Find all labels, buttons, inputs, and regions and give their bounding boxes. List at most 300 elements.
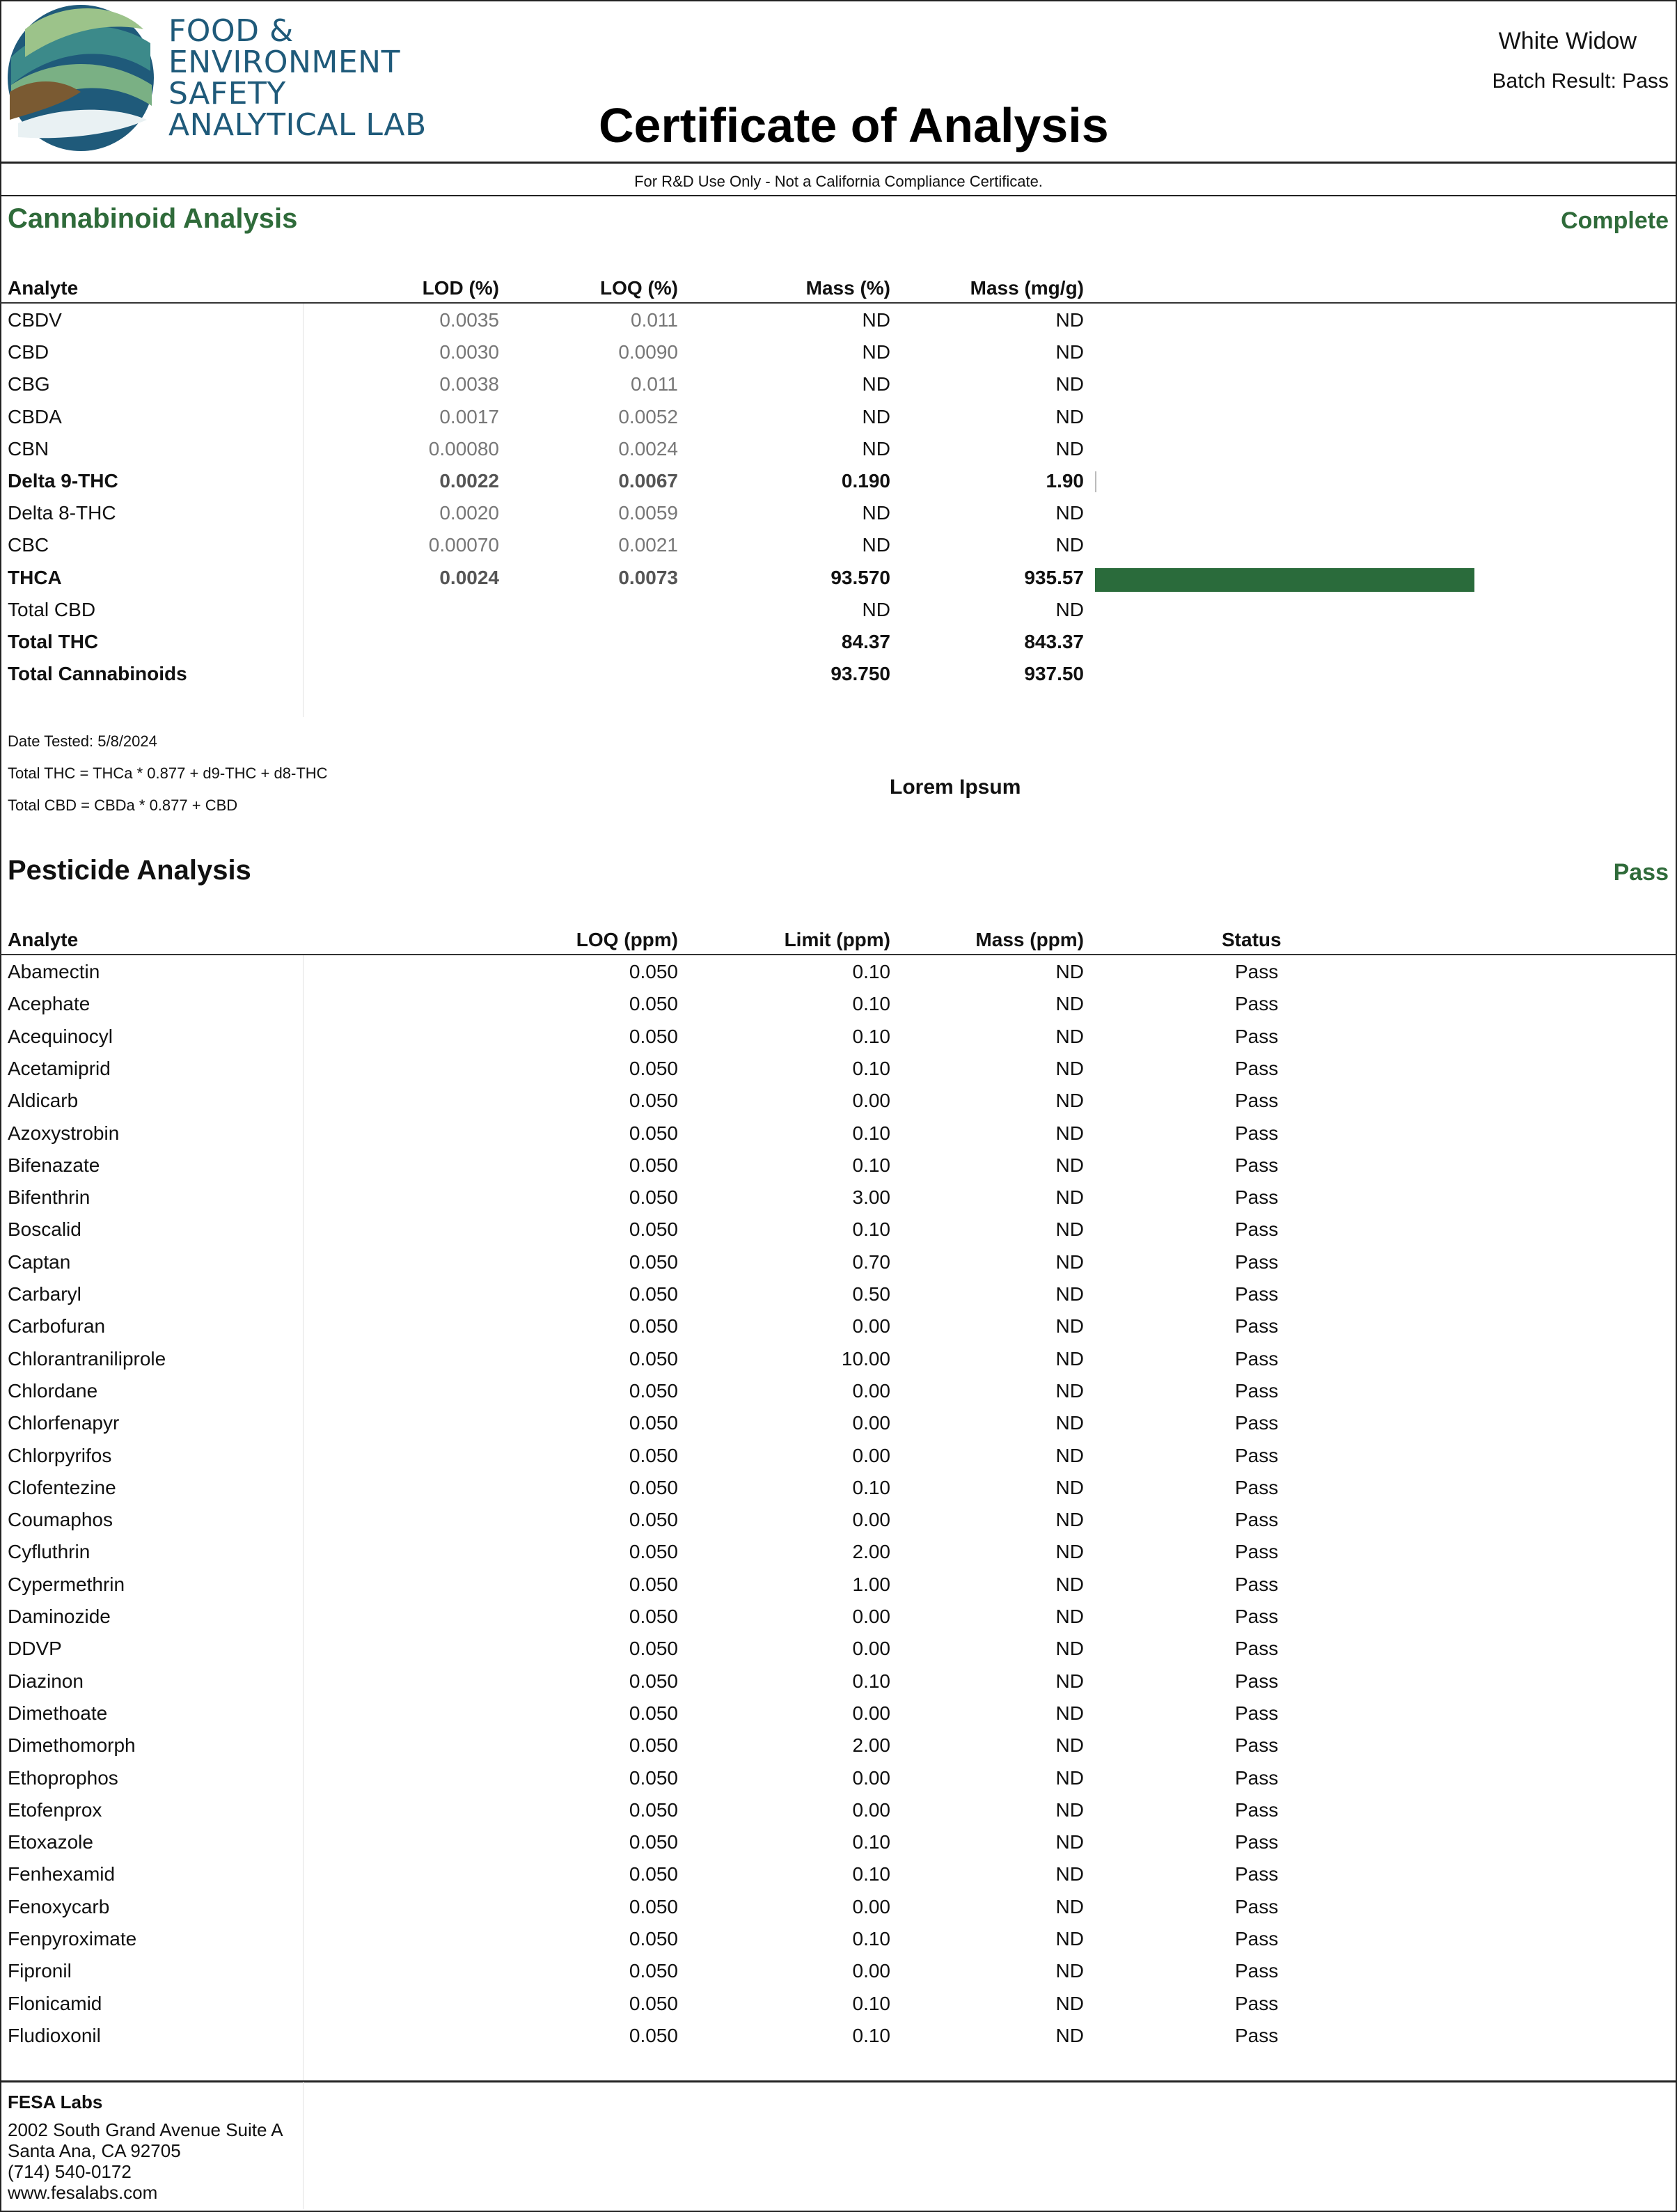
mass-cell: ND [1055, 1090, 1084, 1112]
mass-cell: ND [1055, 1509, 1084, 1531]
mass-cell: ND [1055, 1928, 1084, 1950]
analyte-cell: Carbaryl [8, 1283, 81, 1305]
analyte-cell: Carbofuran [8, 1315, 106, 1338]
status-cell: Pass [1235, 1250, 1279, 1273]
mass-cell: ND [1055, 1186, 1084, 1209]
potency-bar [1095, 568, 1474, 592]
cannabinoid-row [0, 336, 1677, 368]
analyte-cell: Azoxystrobin [8, 1122, 120, 1144]
limit-cell: 0.10 [852, 993, 890, 1015]
cannabinoid-row [0, 496, 1677, 528]
analyte-cell: CBN [8, 437, 49, 460]
pesticide-row [0, 1922, 1677, 1954]
pesticide-row [0, 1503, 1677, 1535]
analyte-cell: Daminozide [8, 1606, 111, 1627]
loq-cell: 0.011 [631, 309, 678, 331]
mass-pct-cell: ND [862, 405, 890, 428]
lab-logo-wordmark [168, 15, 427, 141]
loq-cell: 0.050 [629, 1444, 678, 1466]
mass-pct-cell: ND [862, 373, 890, 395]
footer-column-divider [303, 2082, 304, 2209]
mass-pct-cell: ND [862, 534, 890, 556]
logo-line: SAFETY [168, 76, 286, 111]
limit-cell: 0.00 [852, 1412, 890, 1434]
mass-cell: ND [1055, 961, 1084, 982]
lod-cell: 0.0022 [439, 470, 499, 492]
loq-cell: 0.050 [629, 1025, 678, 1047]
limit-cell: 0.00 [852, 1379, 890, 1402]
analyte-cell: Fludioxonil [8, 2024, 101, 2046]
pesticide-row [0, 1535, 1677, 1567]
loq-cell: 0.050 [629, 1250, 678, 1273]
loq-cell: 0.050 [629, 1476, 678, 1498]
status-cell: Pass [1235, 1798, 1279, 1821]
analyte-cell: Dimethoate [8, 1702, 108, 1724]
analyte-cell: CBD [8, 341, 49, 363]
pesticide-row [0, 1600, 1677, 1632]
loq-cell: 0.050 [629, 1670, 678, 1692]
loq-cell: 0.050 [629, 1090, 678, 1112]
disclaimer: For R&D Use Only - Not a California Compliance Certificate. [634, 173, 1043, 190]
cannabinoid-row [0, 657, 1677, 689]
status-cell: Pass [1235, 1928, 1279, 1950]
limit-cell: 2.00 [852, 1541, 890, 1563]
loq-cell: 0.050 [629, 1509, 678, 1531]
pesticide-row [0, 1374, 1677, 1406]
loq-cell: 0.0052 [618, 405, 678, 428]
mass-cell: ND [1055, 1702, 1084, 1724]
analyte-cell: DDVP [8, 1638, 62, 1660]
lod-cell: 0.0020 [439, 502, 499, 524]
col-mass-pct-header: Mass (%) [805, 277, 890, 299]
analyte-cell: Total CBD [8, 598, 96, 620]
limit-cell: 0.10 [852, 1928, 890, 1950]
analyte-cell: Flonicamid [8, 1992, 102, 2014]
mass-cell: ND [1055, 1734, 1084, 1757]
loq-cell: 0.050 [629, 961, 678, 982]
limit-cell: 0.00 [852, 1895, 890, 1917]
analyte-cell: Fipronil [8, 1960, 72, 1982]
mass-mg-cell: 843.37 [1024, 631, 1084, 652]
col-limit-ppm-header: Limit (ppm) [784, 929, 890, 950]
loq-cell: 0.0059 [618, 502, 678, 524]
cannabinoid-row [0, 561, 1677, 593]
mass-cell: ND [1055, 1992, 1084, 2014]
analyte-cell: Etofenprox [8, 1798, 102, 1821]
status-cell: Pass [1235, 1315, 1279, 1338]
footer-lab-name: FESA Labs [8, 2092, 103, 2112]
pesticide-section-title: Pesticide Analysis [8, 855, 251, 886]
loq-cell: 0.050 [629, 1638, 678, 1660]
pesticide-row [0, 955, 1677, 987]
mass-pct-cell: 0.190 [841, 470, 890, 492]
lod-cell: 0.0030 [439, 341, 499, 363]
limit-cell: 0.10 [852, 1122, 890, 1144]
pesticide-row [0, 1406, 1677, 1438]
analyte-cell: Fenhexamid [8, 1863, 116, 1885]
limit-cell: 0.10 [852, 1476, 890, 1498]
analyte-cell: Acequinocyl [8, 1025, 113, 1047]
analyte-cell: Dimethomorph [8, 1734, 136, 1757]
cannabinoid-row [0, 304, 1677, 336]
limit-cell: 0.70 [852, 1250, 890, 1273]
analyte-cell: Delta 8-THC [8, 502, 116, 524]
status-cell: Pass [1235, 1863, 1279, 1885]
col-lod-header: LOD (%) [422, 277, 499, 299]
col-analyte-header: Analyte [8, 277, 79, 299]
limit-cell: 0.10 [852, 1025, 890, 1047]
limit-cell: 0.00 [852, 1090, 890, 1112]
mass-cell: ND [1055, 1218, 1084, 1241]
pesticide-row [0, 1213, 1677, 1245]
loq-cell: 0.050 [629, 1379, 678, 1402]
pesticide-row [0, 1762, 1677, 1794]
mass-mg-cell: 937.50 [1024, 663, 1084, 685]
cannabinoid-row [0, 400, 1677, 432]
mass-cell: ND [1055, 1250, 1084, 1273]
status-cell: Pass [1235, 1283, 1279, 1305]
pesticide-status: Pass [1613, 859, 1669, 886]
limit-cell: 0.00 [852, 1766, 890, 1789]
limit-cell: 0.10 [852, 2024, 890, 2046]
mass-mg-cell: ND [1055, 341, 1084, 363]
analyte-cell: Cypermethrin [8, 1573, 125, 1595]
status-cell: Pass [1235, 1766, 1279, 1789]
cannabinoid-row [0, 625, 1677, 657]
pesticide-row [0, 1020, 1677, 1052]
logo-line: ENVIRONMENT [168, 45, 400, 80]
pesticide-row [0, 1826, 1677, 1858]
loq-cell: 0.0067 [618, 470, 678, 492]
analyte-cell: Aldicarb [8, 1090, 79, 1112]
mass-mg-cell: ND [1055, 502, 1084, 524]
mass-cell: ND [1055, 993, 1084, 1015]
analyte-cell: Acephate [8, 993, 90, 1015]
loq-cell: 0.050 [629, 1928, 678, 1950]
cannabinoid-status: Complete [1561, 207, 1669, 234]
status-cell: Pass [1235, 1476, 1279, 1498]
lod-cell: 0.0035 [439, 309, 499, 331]
mass-cell: ND [1055, 1638, 1084, 1660]
limit-cell: 0.10 [852, 1670, 890, 1692]
limit-cell: 0.10 [852, 1992, 890, 2014]
loq-cell: 0.050 [629, 1573, 678, 1595]
pesticide-row [0, 1117, 1677, 1149]
pesticide-row [0, 1342, 1677, 1374]
limit-cell: 0.00 [852, 1315, 890, 1338]
loq-cell: 0.050 [629, 2024, 678, 2046]
lod-cell: 0.0017 [439, 405, 499, 428]
limit-cell: 10.00 [841, 1347, 890, 1370]
status-cell: Pass [1235, 1379, 1279, 1402]
analyte-cell: Clofentezine [8, 1476, 116, 1498]
loq-cell: 0.050 [629, 1606, 678, 1627]
loq-cell: 0.050 [629, 1960, 678, 1982]
loq-cell: 0.050 [629, 1734, 678, 1757]
mass-cell: ND [1055, 1057, 1084, 1079]
loq-cell: 0.050 [629, 1347, 678, 1370]
loq-cell: 0.050 [629, 1412, 678, 1434]
sample-name: White Widow [1498, 28, 1637, 54]
pesticide-row [0, 2019, 1677, 2051]
loq-cell: 0.011 [631, 373, 678, 395]
loq-cell: 0.050 [629, 1122, 678, 1144]
cannabinoid-row [0, 368, 1677, 400]
loq-cell: 0.050 [629, 1766, 678, 1789]
page-title: Certificate of Analysis [599, 98, 1109, 152]
status-cell: Pass [1235, 1025, 1279, 1047]
limit-cell: 0.10 [852, 1863, 890, 1885]
placeholder-label: Lorem Ipsum [890, 776, 1021, 799]
mass-mg-cell: ND [1055, 534, 1084, 556]
footer-phone: (714) 540-0172 [8, 2161, 132, 2182]
pesticide-row [0, 1471, 1677, 1503]
analyte-cell: Acetamiprid [8, 1057, 111, 1079]
total-thc-formula: Total THC = THCa * 0.877 + d9-THC + d8-THC [8, 764, 328, 782]
mass-pct-cell: ND [862, 309, 890, 331]
limit-cell: 0.00 [852, 1509, 890, 1531]
mass-cell: ND [1055, 1379, 1084, 1402]
col-mass-ppm-header: Mass (ppm) [975, 929, 1084, 950]
pesticide-row [0, 1987, 1677, 2019]
mass-pct-cell: 93.570 [830, 566, 890, 588]
batch-result: Batch Result: Pass [1492, 70, 1669, 93]
lab-logo [4, 1, 427, 153]
status-cell: Pass [1235, 1895, 1279, 1917]
mass-cell: ND [1055, 1025, 1084, 1047]
status-cell: Pass [1235, 1057, 1279, 1079]
mass-cell: ND [1055, 2024, 1084, 2046]
mass-cell: ND [1055, 1863, 1084, 1885]
logo-line: FOOD & [168, 13, 294, 49]
mass-pct-cell: ND [862, 341, 890, 363]
limit-cell: 0.00 [852, 1606, 890, 1627]
loq-cell: 0.050 [629, 1218, 678, 1241]
analyte-cell: CBC [8, 534, 49, 556]
loq-cell: 0.050 [629, 1541, 678, 1563]
limit-cell: 3.00 [852, 1186, 890, 1209]
status-cell: Pass [1235, 1831, 1279, 1853]
analyte-cell: Boscalid [8, 1218, 81, 1241]
analyte-cell: Fenoxycarb [8, 1895, 110, 1917]
mass-cell: ND [1055, 1283, 1084, 1305]
analyte-cell: CBDA [8, 405, 62, 428]
mass-mg-cell: 935.57 [1024, 566, 1084, 588]
status-cell: Pass [1235, 1606, 1279, 1627]
pesticide-row [0, 1665, 1677, 1697]
status-cell: Pass [1235, 1347, 1279, 1370]
mass-mg-cell: 1.90 [1046, 470, 1084, 492]
loq-cell: 0.050 [629, 1831, 678, 1853]
analyte-cell: THCA [8, 566, 62, 588]
total-cbd-formula: Total CBD = CBDa * 0.877 + CBD [8, 797, 238, 814]
mass-cell: ND [1055, 1606, 1084, 1627]
mass-mg-cell: ND [1055, 373, 1084, 395]
mass-cell: ND [1055, 1798, 1084, 1821]
limit-cell: 0.00 [852, 1444, 890, 1466]
status-cell: Pass [1235, 1186, 1279, 1209]
mass-mg-cell: ND [1055, 405, 1084, 428]
mass-cell: ND [1055, 1122, 1084, 1144]
loq-cell: 0.050 [629, 1186, 678, 1209]
mass-mg-cell: ND [1055, 437, 1084, 460]
pesticide-row [0, 987, 1677, 1019]
mass-pct-cell: ND [862, 502, 890, 524]
mass-cell: ND [1055, 1960, 1084, 1982]
pesticide-row [0, 1794, 1677, 1826]
status-cell: Pass [1235, 1960, 1279, 1982]
analyte-cell: Coumaphos [8, 1509, 113, 1531]
pesticide-row [0, 1568, 1677, 1600]
pesticide-row [0, 1890, 1677, 1922]
loq-cell: 0.050 [629, 1283, 678, 1305]
date-tested: Date Tested: 5/8/2024 [8, 732, 157, 750]
status-cell: Pass [1235, 1154, 1279, 1176]
footer-website[interactable]: www.fesalabs.com [8, 2182, 158, 2203]
status-cell: Pass [1235, 1218, 1279, 1241]
pesticide-row [0, 1632, 1677, 1664]
analyte-cell: Chlorantraniliprole [8, 1347, 166, 1370]
loq-cell: 0.0021 [618, 534, 678, 556]
col-loq-header: LOQ (%) [600, 277, 678, 299]
loq-cell: 0.0024 [618, 437, 678, 460]
lod-cell: 0.00080 [428, 437, 499, 460]
mass-pct-cell: ND [862, 598, 890, 620]
status-cell: Pass [1235, 961, 1279, 982]
limit-cell: 0.10 [852, 1154, 890, 1176]
footer-address-line1: 2002 South Grand Avenue Suite A [8, 2119, 283, 2140]
status-cell: Pass [1235, 1670, 1279, 1692]
analyte-cell: CBDV [8, 309, 62, 331]
limit-cell: 0.10 [852, 1057, 890, 1079]
lod-cell: 0.0024 [439, 566, 499, 588]
loq-cell: 0.050 [629, 1154, 678, 1176]
mass-cell: ND [1055, 1670, 1084, 1692]
status-cell: Pass [1235, 1090, 1279, 1112]
mass-pct-cell: 84.37 [841, 631, 890, 652]
pesticide-row [0, 1697, 1677, 1729]
mass-cell: ND [1055, 1154, 1084, 1176]
analyte-cell: Diazinon [8, 1670, 84, 1692]
limit-cell: 0.10 [852, 1218, 890, 1241]
mass-cell: ND [1055, 1573, 1084, 1595]
mass-cell: ND [1055, 1476, 1084, 1498]
analyte-cell: Chlorpyrifos [8, 1444, 112, 1466]
mass-mg-cell: ND [1055, 309, 1084, 331]
header-divider [0, 162, 1677, 164]
status-cell: Pass [1235, 1638, 1279, 1660]
loq-cell: 0.050 [629, 1863, 678, 1885]
mass-cell: ND [1055, 1444, 1084, 1466]
mass-cell: ND [1055, 1412, 1084, 1434]
limit-cell: 1.00 [852, 1573, 890, 1595]
analyte-cell: Etoxazole [8, 1831, 93, 1853]
pesticide-row [0, 1954, 1677, 1986]
status-cell: Pass [1235, 1412, 1279, 1434]
mass-cell: ND [1055, 1766, 1084, 1789]
analyte-cell: Ethoprophos [8, 1766, 118, 1789]
cannabinoid-section-title: Cannabinoid Analysis [8, 203, 298, 234]
limit-cell: 0.00 [852, 1798, 890, 1821]
analyte-cell: Delta 9-THC [8, 470, 118, 492]
pesticide-row [0, 1084, 1677, 1116]
pesticide-row [0, 1729, 1677, 1761]
status-cell: Pass [1235, 1992, 1279, 2014]
lod-cell: 0.0038 [439, 373, 499, 395]
analyte-cell: Bifenazate [8, 1154, 100, 1176]
status-cell: Pass [1235, 2024, 1279, 2046]
loq-cell: 0.050 [629, 993, 678, 1015]
status-cell: Pass [1235, 993, 1279, 1015]
potency-bar [1095, 471, 1096, 492]
analyte-cell: Total Cannabinoids [8, 663, 187, 685]
status-cell: Pass [1235, 1734, 1279, 1757]
pesticide-row [0, 1278, 1677, 1310]
limit-cell: 0.10 [852, 1831, 890, 1853]
mass-cell: ND [1055, 1347, 1084, 1370]
loq-cell: 0.050 [629, 1798, 678, 1821]
mass-cell: ND [1055, 1895, 1084, 1917]
cannabinoid-row [0, 528, 1677, 560]
mass-pct-cell: 93.750 [830, 663, 890, 685]
limit-cell: 0.00 [852, 1702, 890, 1724]
mass-cell: ND [1055, 1831, 1084, 1853]
status-cell: Pass [1235, 1509, 1279, 1531]
cannabinoid-row [0, 593, 1677, 625]
logo-line: ANALYTICAL LAB [168, 107, 427, 143]
analyte-cell: Total THC [8, 631, 99, 652]
footer-address-line2: Santa Ana, CA 92705 [8, 2140, 181, 2161]
analyte-cell: Cyfluthrin [8, 1541, 90, 1563]
disclaimer-divider [0, 195, 1677, 196]
col-mass-mg-header: Mass (mg/g) [970, 277, 1084, 299]
analyte-cell: Chlordane [8, 1379, 98, 1402]
loq-cell: 0.050 [629, 1315, 678, 1338]
status-cell: Pass [1235, 1573, 1279, 1595]
cannabinoid-row [0, 432, 1677, 464]
analyte-cell: Chlorfenapyr [8, 1412, 120, 1434]
analyte-cell: Abamectin [8, 961, 100, 982]
status-cell: Pass [1235, 1444, 1279, 1466]
status-cell: Pass [1235, 1122, 1279, 1144]
lod-cell: 0.00070 [428, 534, 499, 556]
mass-pct-cell: ND [862, 437, 890, 460]
footer-divider [0, 2080, 1677, 2082]
limit-cell: 2.00 [852, 1734, 890, 1757]
col-status-header: Status [1222, 929, 1282, 950]
col-loq-ppm-header: LOQ (ppm) [576, 929, 678, 950]
analyte-cell: CBG [8, 373, 50, 395]
mass-cell: ND [1055, 1541, 1084, 1563]
analyte-cell: Fenpyroximate [8, 1928, 137, 1950]
analyte-cell: Bifenthrin [8, 1186, 90, 1209]
mass-cell: ND [1055, 1315, 1084, 1338]
analyte-cell: Captan [8, 1250, 71, 1273]
limit-cell: 0.00 [852, 1638, 890, 1660]
loq-cell: 0.050 [629, 1702, 678, 1724]
limit-cell: 0.00 [852, 1960, 890, 1982]
col-analyte-header: Analyte [8, 929, 79, 950]
status-cell: Pass [1235, 1702, 1279, 1724]
pesticide-row [0, 1149, 1677, 1181]
loq-cell: 0.050 [629, 1057, 678, 1079]
loq-cell: 0.050 [629, 1992, 678, 2014]
pesticide-row [0, 1181, 1677, 1213]
pesticide-row [0, 1052, 1677, 1084]
pesticide-row [0, 1310, 1677, 1342]
limit-cell: 0.50 [852, 1283, 890, 1305]
loq-cell: 0.0073 [618, 566, 678, 588]
